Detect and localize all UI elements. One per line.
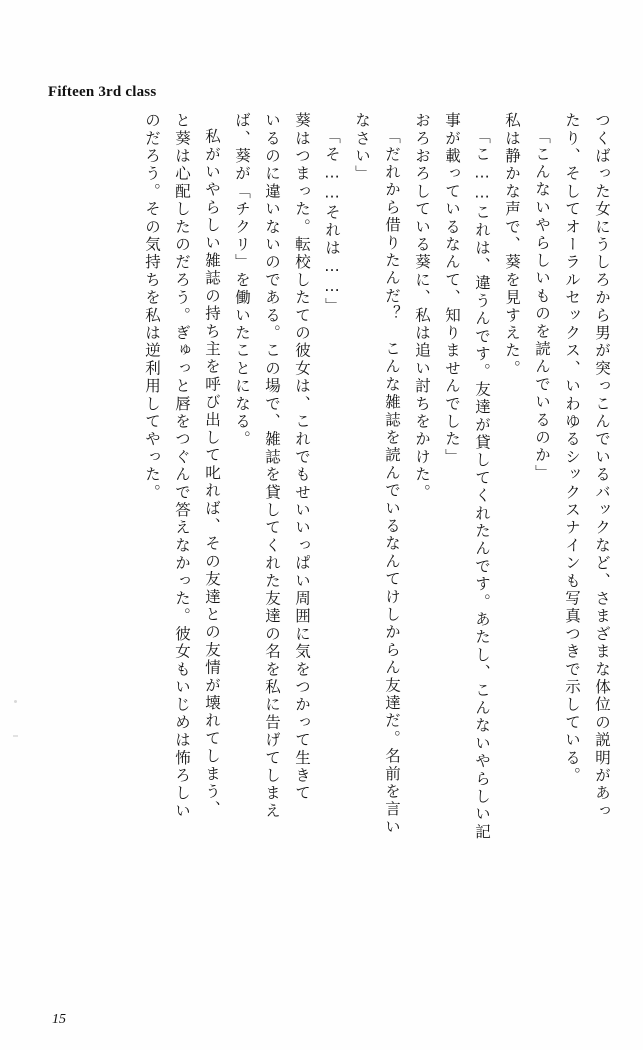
- paper-speck: [13, 735, 18, 737]
- paper-speck: [14, 700, 17, 703]
- text-column: 「こんないやらしいものを読んでいるのか」: [533, 128, 551, 482]
- running-head: Fifteen 3rd class: [48, 84, 157, 100]
- text-column: ば、葵が「チクリ」を働いたことになる。: [233, 112, 251, 449]
- text-column: 「そ……それは……」: [323, 128, 341, 315]
- text-column: 事が載っているなんて、知りませんでした」: [443, 112, 461, 466]
- vertical-text-body: [40, 112, 609, 992]
- text-column: 「だれから借りたんだ？ こんな雑誌を読んでいるなんてけしからん友達だ。名前を言い: [383, 128, 401, 836]
- text-column: つくばった女にうしろから男が突っこんでいるバックなど、さまざまな体位の説明があっ: [593, 112, 611, 820]
- text-column: 「こ……これは、違うんです。友達が貸してくれたんです。あたし、こんないやらしい記: [473, 128, 491, 841]
- text-column: おろおろしている葵に、私は追い討ちをかけた。: [413, 112, 431, 502]
- text-column: 私は静かな声で、葵を見すえた。: [503, 112, 521, 378]
- text-column: たり、そしてオーラルセックス、いわゆるシックスナインも写真つきで示している。: [563, 112, 581, 785]
- text-column: のだろう。その気持ちを私は逆利用してやった。: [143, 112, 161, 502]
- page-number: 15: [52, 1012, 66, 1027]
- text-column: 葵はつまった。転校したての彼女は、これでもせいいっぱい周囲に気をつかって生きて: [293, 112, 311, 803]
- text-column: と葵は心配したのだろう。ぎゅっと唇をつぐんで答えなかった。彼女もいじめは怖ろしい: [173, 112, 191, 820]
- text-column: 私がいやらしい雑誌の持ち主を呼び出して叱れば、その友達との友情が壊れてしまう、: [203, 128, 221, 819]
- text-column: なさい」: [353, 112, 371, 183]
- text-column: いるのに違いないのである。この場で、雑誌を貸してくれた友達の名を私に告げてしまえ: [263, 112, 281, 820]
